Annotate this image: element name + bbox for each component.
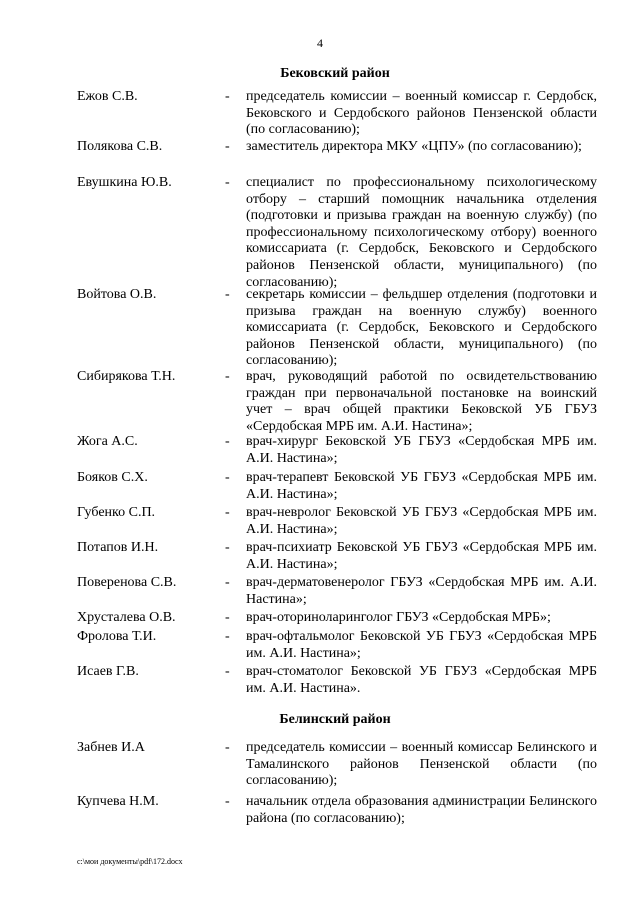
member-name: Войтова О.В.: [77, 287, 157, 302]
member-role: врач-невролог Бековской УБ ГБУЗ «Сердобская МРБ им. А.И. Настина»;: [246, 505, 597, 537]
member-dash: -: [225, 740, 230, 755]
member-dash: -: [225, 369, 230, 384]
member-dash: -: [225, 139, 230, 154]
member-role: председатель комиссии – военный комиссар г. Сердобск, Бековского и Сердобского районов Пензенской области (по согласованию);: [246, 89, 597, 138]
member-dash: -: [225, 575, 230, 590]
member-role: специалист по профессиональному психологическому отбору – старший помощник начальника отделения (подготовки и призыва граждан на военную службу) (по профессиональному психологическому отбору) военного комиссариата (г. Сердобск, Бековского и Сердобского районов Пензенской области, муниципального) (по согласованию);: [246, 175, 597, 290]
member-name: Жога А.С.: [77, 434, 138, 449]
member-role: врач, руководящий работой по освидетельствованию граждан при первоначальной постановке на воинский учет – врач общей практики Бековской УБ ГБУЗ «Сердобская МРБ им. А.И. Настина»;: [246, 369, 597, 434]
member-name: Евушкина Ю.В.: [77, 175, 172, 190]
member-dash: -: [225, 89, 230, 104]
member-role: врач-стоматолог Бековской УБ ГБУЗ «Сердобская МРБ им. А.И. Настина».: [246, 664, 597, 696]
member-dash: -: [225, 664, 230, 679]
member-name: Исаев Г.В.: [77, 664, 139, 679]
member-role: заместитель директора МКУ «ЦПУ» (по согласованию);: [246, 139, 582, 154]
member-name: Сибирякова Т.Н.: [77, 369, 176, 384]
member-role: врач-хирург Бековской УБ ГБУЗ «Сердобская МРБ им. А.И. Настина»;: [246, 434, 597, 466]
member-dash: -: [225, 629, 230, 644]
member-name: Поверенова С.В.: [77, 575, 177, 590]
member-role: секретарь комиссии – фельдшер отделения (подготовки и призыва граждан на военную службу) военного комиссариата (г. Сердобск, Бековского и Сердобского районов Пензенской области, муниципального) (по согласованию);: [246, 287, 597, 369]
member-role: врач-оториноларинголог ГБУЗ «Сердобская МРБ»;: [246, 610, 551, 625]
member-role: врач-психиатр Бековской УБ ГБУЗ «Сердобская МРБ им. А.И. Настина»;: [246, 540, 597, 572]
member-name: Бояков С.Х.: [77, 470, 148, 485]
member-dash: -: [225, 434, 230, 449]
member-role: врач-офтальмолог Бековской УБ ГБУЗ «Сердобская МРБ им. А.И. Настина»;: [246, 629, 597, 661]
member-name: Забнев И.А: [77, 740, 145, 755]
member-dash: -: [225, 610, 230, 625]
member-name: Фролова Т.И.: [77, 629, 157, 644]
member-name: Полякова С.В.: [77, 139, 163, 154]
member-role: врач-дерматовенеролог ГБУЗ «Сердобская МРБ им. А.И. Настина»;: [246, 575, 597, 607]
member-dash: -: [225, 540, 230, 555]
member-dash: -: [225, 175, 230, 190]
member-dash: -: [225, 505, 230, 520]
member-name: Ежов С.В.: [77, 89, 138, 104]
member-name: Губенко С.П.: [77, 505, 156, 520]
member-dash: -: [225, 794, 230, 809]
member-dash: -: [225, 470, 230, 485]
member-role: начальник отдела образования администрации Белинского района (по согласованию);: [246, 794, 597, 826]
section-heading-bekovsky: Бековский район: [280, 66, 390, 81]
member-dash: -: [225, 287, 230, 302]
member-name: Хрусталева О.В.: [77, 610, 176, 625]
file-path-footer: c:\мои документы\pdf\172.docx: [77, 857, 183, 866]
page-number: 4: [317, 36, 323, 50]
member-role: председатель комиссии – военный комиссар Белинского и Тамалинского районов Пензенской области (по согласованию);: [246, 740, 597, 789]
member-name: Купчева Н.М.: [77, 794, 159, 809]
section-heading-belinsky: Белинский район: [279, 712, 391, 727]
member-role: врач-терапевт Бековской УБ ГБУЗ «Сердобская МРБ им. А.И. Настина»;: [246, 470, 597, 502]
member-name: Потапов И.Н.: [77, 540, 159, 555]
